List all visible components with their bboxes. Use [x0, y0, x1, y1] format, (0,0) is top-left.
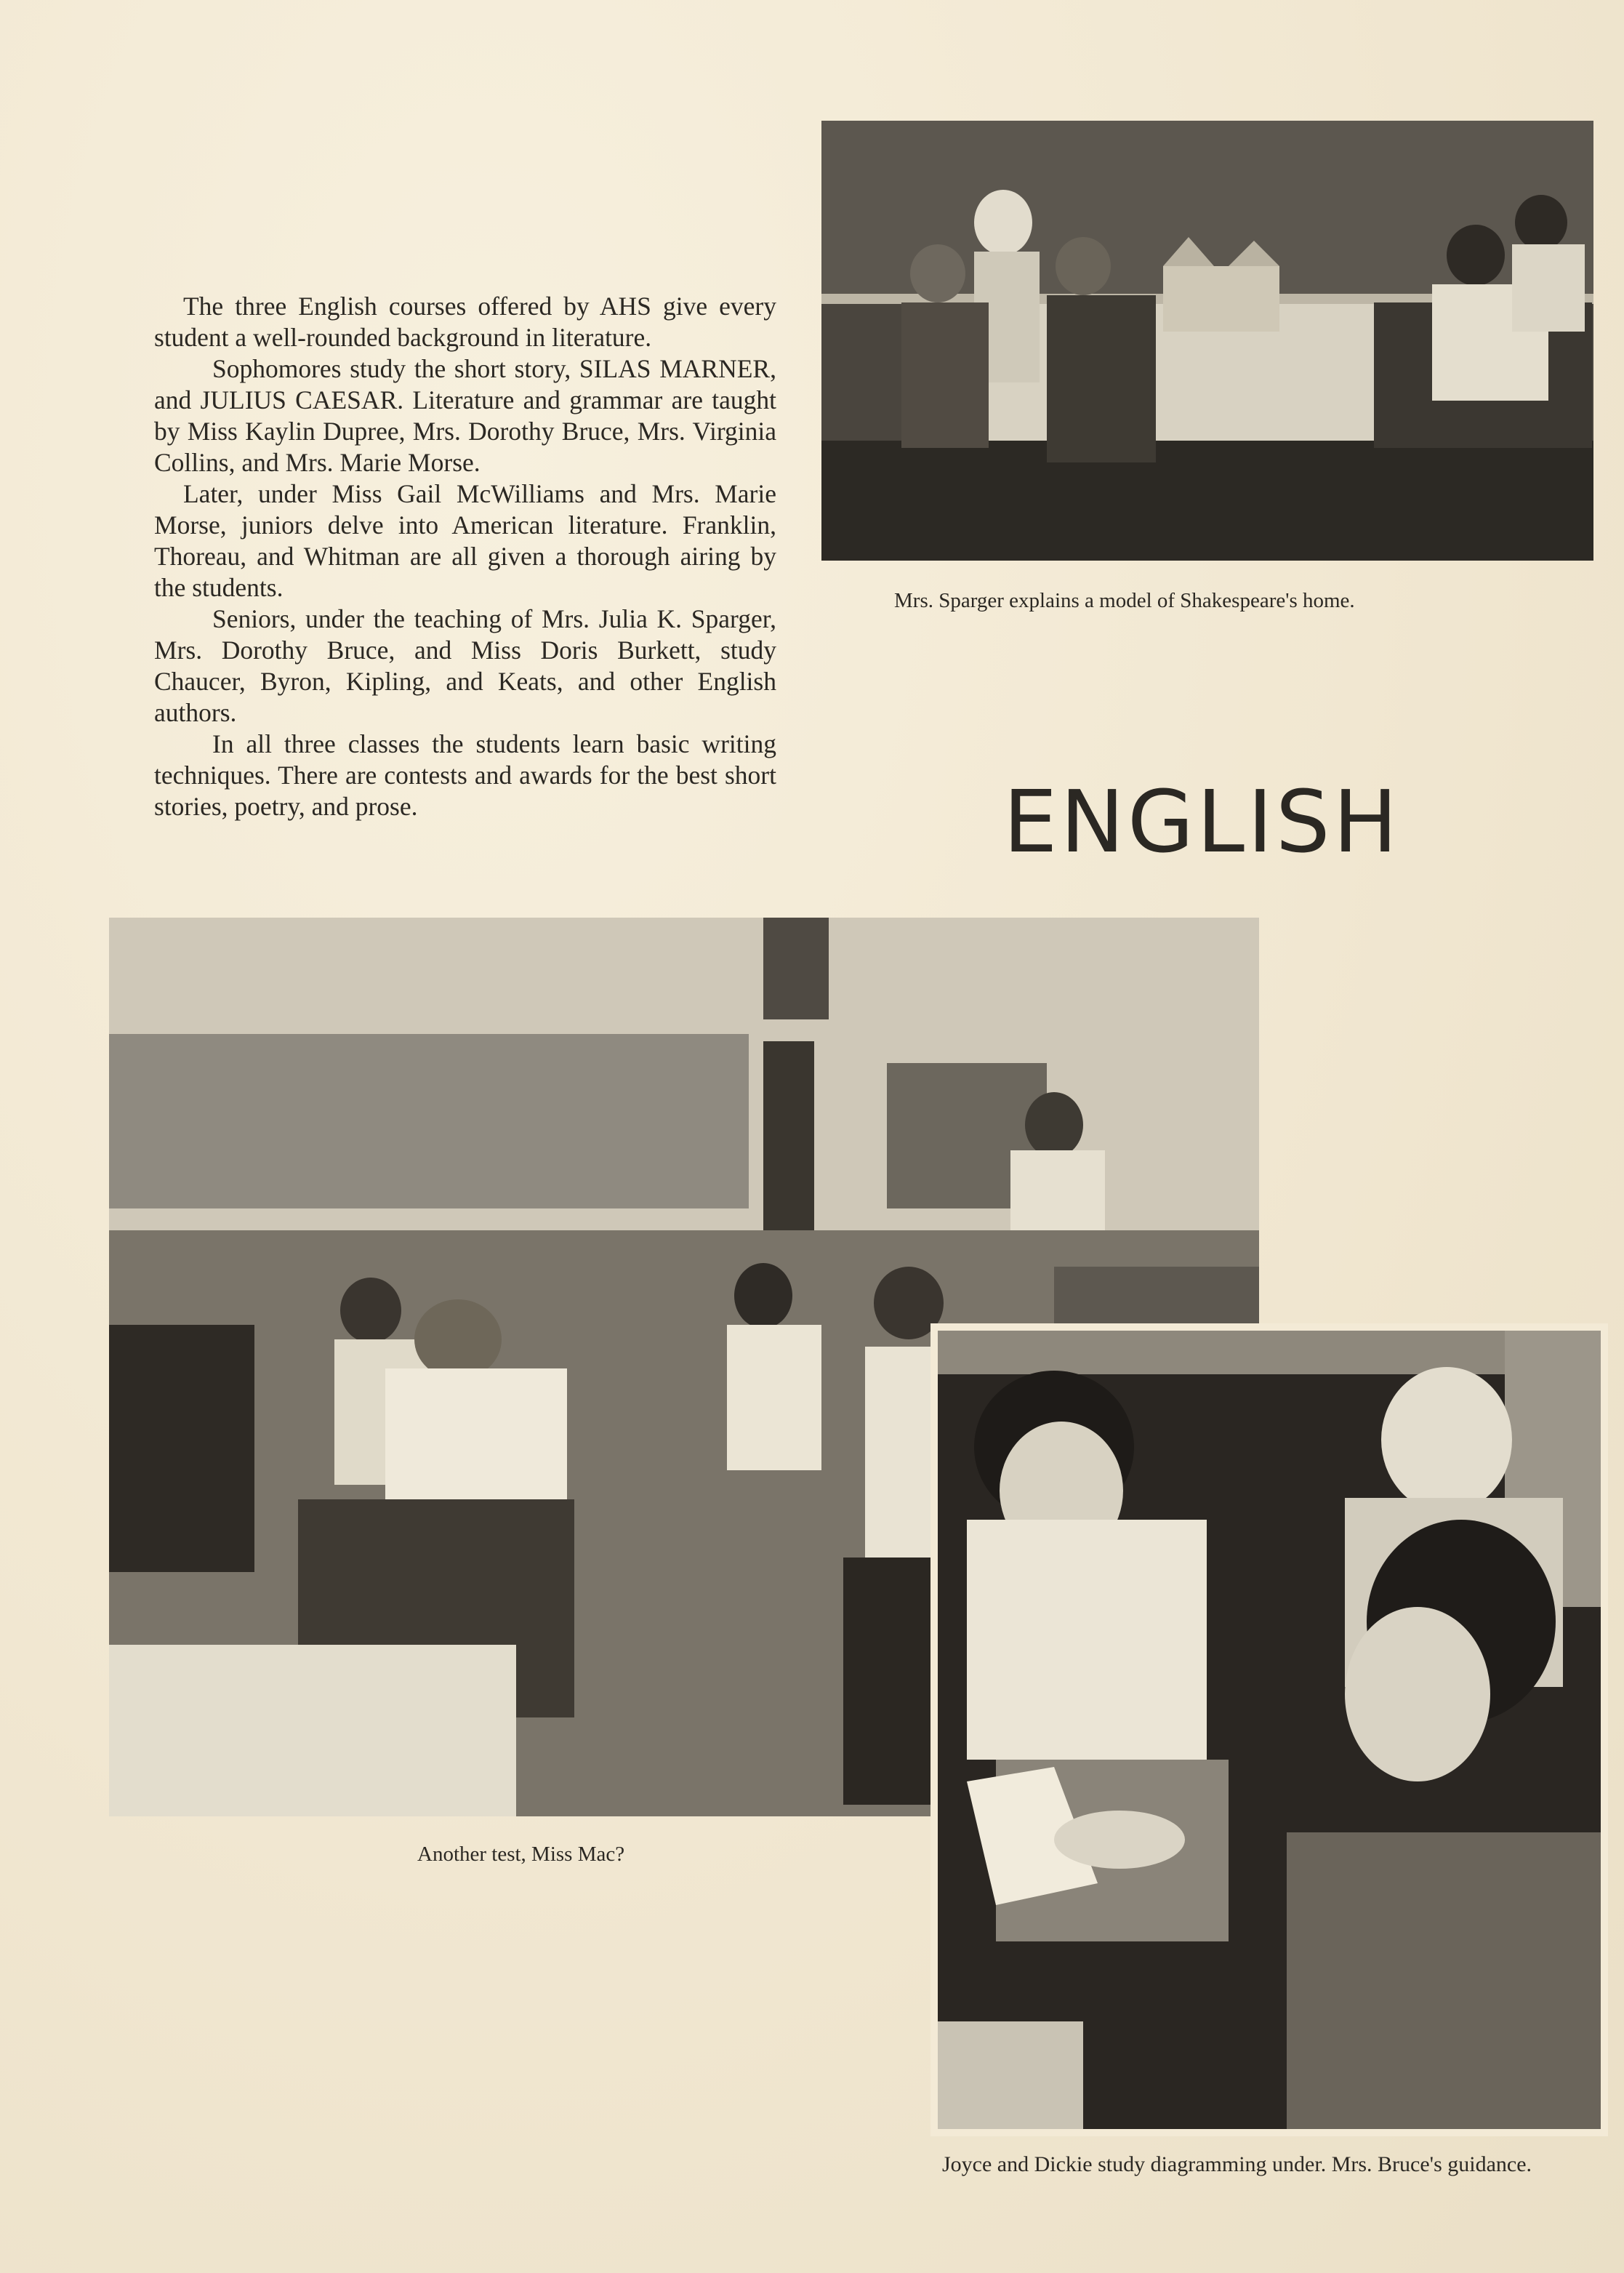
paragraph-seniors: Seniors, under the teaching of Mrs. Julia K. Sparger, Mrs. Dorothy Bruce, and Miss Doris Burkett, study Chaucer, Byron, Kipling, and Keats, and other English authors. — [154, 604, 776, 727]
paragraph-writing: In all three classes the students learn basic writing techniques. There are contests and awards for the best short stories, poetry, and prose. — [154, 729, 776, 821]
paragraph-sophomores: Sophomores study the short story, SILAS MARNER, and JULIUS CAESAR. Literature and grammar are taught by Miss Kaylin Dupree, Mrs. Dorothy Bruce, Mrs. Virginia Collins, and Mrs. Marie Morse. — [154, 354, 776, 477]
caption-diagramming: Joyce and Dickie study diagramming under. Mrs. Bruce's guidance. — [942, 2152, 1532, 2176]
paragraph-juniors: Later, under Miss Gail McWilliams and Mrs. Marie Morse, juniors delve into American literature. Franklin, Thoreau, and Whitman are all given a thorough airing by the students. — [154, 479, 776, 602]
article-body — [154, 291, 776, 822]
photo-shakespeare-model — [821, 121, 1593, 561]
caption-shakespeare-model: Mrs. Sparger explains a model of Shakespeare's home. — [894, 589, 1355, 612]
page-title: ENGLISH — [1003, 771, 1401, 872]
caption-classroom-test: Another test, Miss Mac? — [417, 1843, 625, 1866]
paragraph-intro: The three English courses offered by AHS give every student a well-rounded background in literature. — [154, 292, 776, 352]
photo-diagramming — [938, 1331, 1601, 2129]
